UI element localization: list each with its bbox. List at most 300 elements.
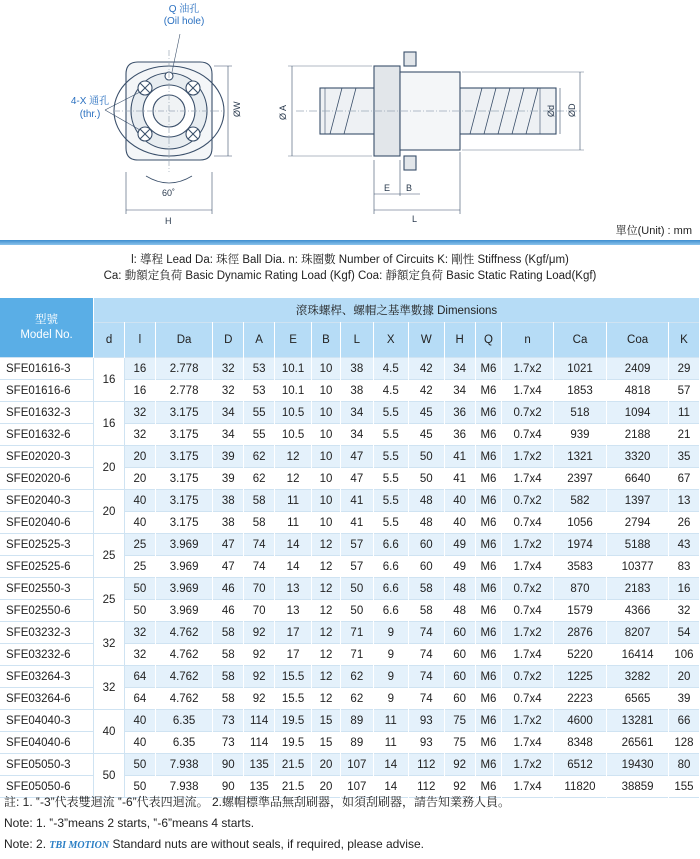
value-cell-da: 3.175: [155, 468, 213, 490]
column-header-da: Da: [155, 323, 213, 358]
value-cell-ca: 1321: [553, 446, 606, 468]
value-cell-d: 34: [213, 424, 244, 446]
model-cell: SFE01632-6: [0, 424, 94, 446]
value-cell-b: 12: [312, 556, 341, 578]
value-cell-a: 58: [244, 512, 275, 534]
value-cell-da: 2.778: [155, 380, 213, 402]
value-cell-h: 49: [444, 556, 475, 578]
value-cell-da: 3.175: [155, 512, 213, 534]
value-cell-x: 6.6: [373, 600, 408, 622]
value-cell-b: 10: [312, 468, 341, 490]
value-cell-l: 62: [340, 688, 373, 710]
value-cell-a: 114: [244, 710, 275, 732]
table-row: [0, 358, 700, 380]
d-label: Ød: [546, 104, 556, 117]
value-cell-w: 60: [408, 556, 444, 578]
value-cell-n: 1.7x4: [502, 380, 553, 402]
value-cell-n: 0.7x2: [502, 666, 553, 688]
value-cell-k: 106: [668, 644, 699, 666]
value-cell-d: 90: [213, 776, 244, 798]
value-cell-ca: 1056: [553, 512, 606, 534]
value-cell-k: 26: [668, 512, 699, 534]
value-cell-da: 3.969: [155, 534, 213, 556]
model-cell: SFE03232-3: [0, 622, 94, 644]
notes: [4, 792, 510, 856]
value-cell-k: 128: [668, 732, 699, 754]
oil-hole-label: Q 油孔: [168, 4, 200, 15]
value-cell-k: 83: [668, 556, 699, 578]
value-cell-q: M6: [475, 666, 502, 688]
value-cell-ca: 3583: [553, 556, 606, 578]
model-cell: SFE03264-6: [0, 688, 94, 710]
column-header-b: B: [312, 323, 341, 358]
value-cell-l: 50: [340, 578, 373, 600]
value-cell-h: 92: [444, 754, 475, 776]
column-header-ca: Ca: [553, 323, 606, 358]
value-cell-h: 60: [444, 622, 475, 644]
value-cell-l: 50: [340, 600, 373, 622]
model-cell: SFE04040-3: [0, 710, 94, 732]
note-en-2-prefix: Note: 2.: [4, 837, 47, 851]
technical-drawing: [0, 0, 700, 230]
value-cell-a: 53: [244, 358, 275, 380]
value-cell-coa: 2794: [607, 512, 669, 534]
value-cell-l: 25: [124, 556, 155, 578]
value-cell-a: 62: [244, 446, 275, 468]
value-cell-e: 14: [275, 556, 312, 578]
column-header-coa: Coa: [607, 323, 669, 358]
value-cell-coa: 6565: [607, 688, 669, 710]
value-cell-d: 58: [213, 644, 244, 666]
value-cell-w: 42: [408, 380, 444, 402]
value-cell-da: 3.175: [155, 490, 213, 512]
note-en-1: Note: 1. ‟-3”means 2 starts, ‟-6”means 4 starts.: [4, 816, 255, 830]
value-cell-n: 1.7x2: [502, 534, 553, 556]
value-cell-k: 54: [668, 622, 699, 644]
value-cell-da: 7.938: [155, 776, 213, 798]
value-cell-a: 74: [244, 556, 275, 578]
value-cell-h: 49: [444, 534, 475, 556]
model-cell: SFE02525-6: [0, 556, 94, 578]
value-cell-h: 36: [444, 424, 475, 446]
model-cell: SFE05050-6: [0, 776, 94, 798]
value-cell-e: 14: [275, 534, 312, 556]
value-cell-h: 34: [444, 380, 475, 402]
value-cell-da: 3.175: [155, 446, 213, 468]
model-cell: SFE01616-6: [0, 380, 94, 402]
value-cell-n: 0.7x2: [502, 578, 553, 600]
value-cell-x: 6.6: [373, 556, 408, 578]
value-cell-da: 6.35: [155, 710, 213, 732]
value-cell-x: 5.5: [373, 490, 408, 512]
value-cell-e: 15.5: [275, 666, 312, 688]
column-header-n: n: [502, 323, 553, 358]
specification-table: [0, 298, 700, 798]
column-header-d: d: [94, 323, 125, 358]
shaft-diameter-cell: 25: [94, 578, 125, 622]
value-cell-k: 39: [668, 688, 699, 710]
value-cell-x: 5.5: [373, 468, 408, 490]
value-cell-l: 71: [340, 644, 373, 666]
value-cell-q: M6: [475, 490, 502, 512]
value-cell-d: 73: [213, 710, 244, 732]
value-cell-l: 25: [124, 534, 155, 556]
model-header-zh: 型號: [35, 313, 59, 326]
value-cell-h: 40: [444, 512, 475, 534]
value-cell-x: 4.5: [373, 358, 408, 380]
table-row: [0, 754, 700, 776]
model-cell: SFE02040-3: [0, 490, 94, 512]
value-cell-coa: 4818: [607, 380, 669, 402]
value-cell-q: M6: [475, 688, 502, 710]
column-header-h: H: [444, 323, 475, 358]
value-cell-l: 40: [124, 512, 155, 534]
model-header: [0, 298, 94, 358]
value-cell-e: 15.5: [275, 688, 312, 710]
value-cell-x: 5.5: [373, 402, 408, 424]
table-row: [0, 622, 700, 644]
model-cell: SFE02525-3: [0, 534, 94, 556]
value-cell-a: 114: [244, 732, 275, 754]
value-cell-l: 41: [340, 512, 373, 534]
value-cell-h: 36: [444, 402, 475, 424]
value-cell-l: 20: [124, 468, 155, 490]
value-cell-coa: 4366: [607, 600, 669, 622]
value-cell-a: 92: [244, 666, 275, 688]
value-cell-k: 43: [668, 534, 699, 556]
value-cell-x: 5.5: [373, 446, 408, 468]
value-cell-e: 13: [275, 578, 312, 600]
column-header-x: X: [373, 323, 408, 358]
value-cell-n: 0.7x2: [502, 490, 553, 512]
value-cell-q: M6: [475, 600, 502, 622]
value-cell-ca: 1974: [553, 534, 606, 556]
value-cell-h: 41: [444, 468, 475, 490]
table-row: [0, 446, 700, 468]
value-cell-e: 11: [275, 512, 312, 534]
value-cell-da: 3.969: [155, 556, 213, 578]
value-cell-ca: 4600: [553, 710, 606, 732]
value-cell-w: 50: [408, 468, 444, 490]
l-label: L: [412, 214, 418, 224]
value-cell-b: 10: [312, 358, 341, 380]
model-cell: SFE02550-3: [0, 578, 94, 600]
value-cell-q: M6: [475, 446, 502, 468]
value-cell-ca: 6512: [553, 754, 606, 776]
value-cell-k: 57: [668, 380, 699, 402]
shaft-diameter-cell: 20: [94, 446, 125, 490]
angle-label: 60˚: [162, 188, 176, 198]
column-header-l: L: [340, 323, 373, 358]
value-cell-w: 74: [408, 666, 444, 688]
value-cell-e: 10.1: [275, 380, 312, 402]
value-cell-ca: 939: [553, 424, 606, 446]
value-cell-x: 9: [373, 644, 408, 666]
value-cell-n: 1.7x2: [502, 754, 553, 776]
note-en-2-text: Standard nuts are without seals, if required, please advise.: [112, 837, 424, 851]
value-cell-w: 58: [408, 600, 444, 622]
value-cell-l: 64: [124, 666, 155, 688]
shaft-diameter-cell: 40: [94, 710, 125, 754]
value-cell-b: 10: [312, 424, 341, 446]
value-cell-x: 9: [373, 688, 408, 710]
value-cell-x: 4.5: [373, 380, 408, 402]
value-cell-coa: 2183: [607, 578, 669, 600]
value-cell-a: 53: [244, 380, 275, 402]
w-label: ØW: [232, 101, 242, 117]
value-cell-b: 15: [312, 710, 341, 732]
dimensions-header: 滾珠螺桿、螺帽之基準數據 Dimensions: [94, 298, 700, 323]
a-label: Ø A: [278, 104, 288, 120]
value-cell-h: 92: [444, 776, 475, 798]
value-cell-a: 70: [244, 578, 275, 600]
value-cell-w: 60: [408, 534, 444, 556]
value-cell-n: 0.7x2: [502, 402, 553, 424]
value-cell-a: 62: [244, 468, 275, 490]
value-cell-h: 75: [444, 710, 475, 732]
value-cell-l: 50: [124, 578, 155, 600]
value-cell-d: 32: [213, 380, 244, 402]
value-cell-k: 20: [668, 666, 699, 688]
value-cell-b: 12: [312, 578, 341, 600]
value-cell-q: M6: [475, 622, 502, 644]
oil-hole-label-en: (Oil hole): [163, 16, 205, 27]
section-divider: [0, 240, 700, 245]
value-cell-w: 74: [408, 622, 444, 644]
value-cell-l: 71: [340, 622, 373, 644]
value-cell-q: M6: [475, 380, 502, 402]
value-cell-l: 89: [340, 732, 373, 754]
shaft-diameter-cell: 32: [94, 622, 125, 666]
value-cell-q: M6: [475, 710, 502, 732]
value-cell-w: 74: [408, 644, 444, 666]
value-cell-l: 20: [124, 446, 155, 468]
value-cell-d: 46: [213, 600, 244, 622]
value-cell-w: 42: [408, 358, 444, 380]
value-cell-x: 14: [373, 754, 408, 776]
value-cell-e: 21.5: [275, 754, 312, 776]
value-cell-da: 7.938: [155, 754, 213, 776]
value-cell-n: 1.7x4: [502, 644, 553, 666]
value-cell-ca: 8348: [553, 732, 606, 754]
value-cell-d: 39: [213, 468, 244, 490]
value-cell-coa: 5188: [607, 534, 669, 556]
value-cell-x: 6.6: [373, 534, 408, 556]
model-cell: SFE03264-3: [0, 666, 94, 688]
value-cell-ca: 1853: [553, 380, 606, 402]
flange-end-view: [105, 34, 232, 214]
legend-line-2: Ca: 動額定負荷 Basic Dynamic Rating Load (Kgf) Coa: 靜額定負荷 Basic Static Rating Load(Kgf): [103, 270, 597, 282]
value-cell-n: 0.7x4: [502, 424, 553, 446]
legend-line-1: l: 導程 Lead Da: 珠徑 Ball Dia. n: 珠圈數 Number of Circuits K: 剛性 Stiffness (Kgf/μm): [131, 254, 569, 266]
value-cell-da: 2.778: [155, 358, 213, 380]
value-cell-a: 135: [244, 776, 275, 798]
thru-hole-label-en: (thr.): [79, 109, 101, 120]
h-label: H: [165, 216, 172, 226]
value-cell-q: M6: [475, 512, 502, 534]
value-cell-l: 57: [340, 534, 373, 556]
column-header-e: E: [275, 323, 312, 358]
value-cell-q: M6: [475, 556, 502, 578]
value-cell-d: 32: [213, 358, 244, 380]
value-cell-coa: 38859: [607, 776, 669, 798]
value-cell-l: 32: [124, 402, 155, 424]
value-cell-l: 16: [124, 380, 155, 402]
value-cell-ca: 582: [553, 490, 606, 512]
value-cell-ca: 2397: [553, 468, 606, 490]
value-cell-d: 90: [213, 754, 244, 776]
value-cell-l: 107: [340, 754, 373, 776]
value-cell-e: 21.5: [275, 776, 312, 798]
value-cell-e: 11: [275, 490, 312, 512]
value-cell-l: 89: [340, 710, 373, 732]
value-cell-w: 58: [408, 578, 444, 600]
value-cell-e: 12: [275, 468, 312, 490]
value-cell-h: 48: [444, 600, 475, 622]
column-header-d: D: [213, 323, 244, 358]
value-cell-coa: 3282: [607, 666, 669, 688]
value-cell-coa: 1397: [607, 490, 669, 512]
column-header-w: W: [408, 323, 444, 358]
value-cell-l: 16: [124, 358, 155, 380]
value-cell-coa: 8207: [607, 622, 669, 644]
model-cell: SFE02040-6: [0, 512, 94, 534]
model-cell: SFE02020-3: [0, 446, 94, 468]
value-cell-d: 39: [213, 446, 244, 468]
value-cell-e: 19.5: [275, 710, 312, 732]
value-cell-ca: 11820: [553, 776, 606, 798]
value-cell-l: 62: [340, 666, 373, 688]
value-cell-n: 1.7x4: [502, 776, 553, 798]
value-cell-h: 60: [444, 688, 475, 710]
legend: [0, 252, 700, 284]
value-cell-e: 10.1: [275, 358, 312, 380]
value-cell-b: 12: [312, 622, 341, 644]
shaft-diameter-cell: 25: [94, 534, 125, 578]
value-cell-coa: 16414: [607, 644, 669, 666]
value-cell-k: 16: [668, 578, 699, 600]
value-cell-a: 135: [244, 754, 275, 776]
value-cell-d: 73: [213, 732, 244, 754]
thru-hole-label: 4-X 通孔: [70, 96, 110, 107]
value-cell-b: 20: [312, 776, 341, 798]
value-cell-d: 38: [213, 490, 244, 512]
value-cell-w: 45: [408, 402, 444, 424]
value-cell-d: 38: [213, 512, 244, 534]
value-cell-q: M6: [475, 644, 502, 666]
value-cell-w: 112: [408, 754, 444, 776]
value-cell-w: 74: [408, 688, 444, 710]
value-cell-b: 10: [312, 402, 341, 424]
value-cell-l: 57: [340, 556, 373, 578]
shaft-diameter-cell: 16: [94, 402, 125, 446]
value-cell-ca: 1579: [553, 600, 606, 622]
value-cell-k: 29: [668, 358, 699, 380]
model-cell: SFE01616-3: [0, 358, 94, 380]
value-cell-n: 1.7x2: [502, 710, 553, 732]
value-cell-ca: 1225: [553, 666, 606, 688]
value-cell-e: 12: [275, 446, 312, 468]
value-cell-k: 66: [668, 710, 699, 732]
value-cell-l: 40: [124, 710, 155, 732]
value-cell-h: 60: [444, 666, 475, 688]
value-cell-q: M6: [475, 776, 502, 798]
value-cell-l: 41: [340, 490, 373, 512]
value-cell-b: 12: [312, 534, 341, 556]
table-row: [0, 710, 700, 732]
value-cell-l: 107: [340, 776, 373, 798]
value-cell-b: 20: [312, 754, 341, 776]
value-cell-e: 19.5: [275, 732, 312, 754]
value-cell-d: 47: [213, 556, 244, 578]
value-cell-l: 50: [124, 776, 155, 798]
value-cell-coa: 2188: [607, 424, 669, 446]
value-cell-l: 34: [340, 402, 373, 424]
value-cell-b: 12: [312, 644, 341, 666]
value-cell-w: 48: [408, 512, 444, 534]
value-cell-l: 38: [340, 358, 373, 380]
value-cell-a: 58: [244, 490, 275, 512]
value-cell-da: 4.762: [155, 666, 213, 688]
value-cell-x: 6.6: [373, 578, 408, 600]
value-cell-k: 13: [668, 490, 699, 512]
value-cell-n: 0.7x4: [502, 600, 553, 622]
value-cell-da: 6.35: [155, 732, 213, 754]
value-cell-h: 41: [444, 446, 475, 468]
value-cell-coa: 19430: [607, 754, 669, 776]
value-cell-b: 10: [312, 446, 341, 468]
table-row: [0, 534, 700, 556]
value-cell-h: 48: [444, 578, 475, 600]
value-cell-n: 1.7x4: [502, 468, 553, 490]
value-cell-b: 10: [312, 380, 341, 402]
value-cell-h: 75: [444, 732, 475, 754]
value-cell-da: 3.969: [155, 600, 213, 622]
value-cell-b: 15: [312, 732, 341, 754]
value-cell-b: 12: [312, 600, 341, 622]
value-cell-h: 40: [444, 490, 475, 512]
value-cell-ca: 5220: [553, 644, 606, 666]
value-cell-l: 50: [124, 754, 155, 776]
value-cell-l: 47: [340, 468, 373, 490]
value-cell-x: 14: [373, 776, 408, 798]
nut-side-view: [288, 52, 584, 214]
value-cell-w: 93: [408, 710, 444, 732]
value-cell-l: 32: [124, 622, 155, 644]
value-cell-q: M6: [475, 578, 502, 600]
value-cell-w: 112: [408, 776, 444, 798]
value-cell-k: 21: [668, 424, 699, 446]
value-cell-da: 4.762: [155, 688, 213, 710]
value-cell-q: M6: [475, 754, 502, 776]
value-cell-da: 3.175: [155, 424, 213, 446]
value-cell-a: 55: [244, 424, 275, 446]
value-cell-x: 9: [373, 622, 408, 644]
value-cell-coa: 10377: [607, 556, 669, 578]
value-cell-b: 10: [312, 490, 341, 512]
value-cell-k: 67: [668, 468, 699, 490]
value-cell-w: 45: [408, 424, 444, 446]
value-cell-k: 35: [668, 446, 699, 468]
value-cell-d: 46: [213, 578, 244, 600]
value-cell-a: 74: [244, 534, 275, 556]
value-cell-d: 58: [213, 622, 244, 644]
value-cell-l: 38: [340, 380, 373, 402]
value-cell-h: 60: [444, 644, 475, 666]
b-label: B: [406, 183, 413, 193]
model-header-en: Model No.: [20, 328, 73, 341]
value-cell-w: 48: [408, 490, 444, 512]
